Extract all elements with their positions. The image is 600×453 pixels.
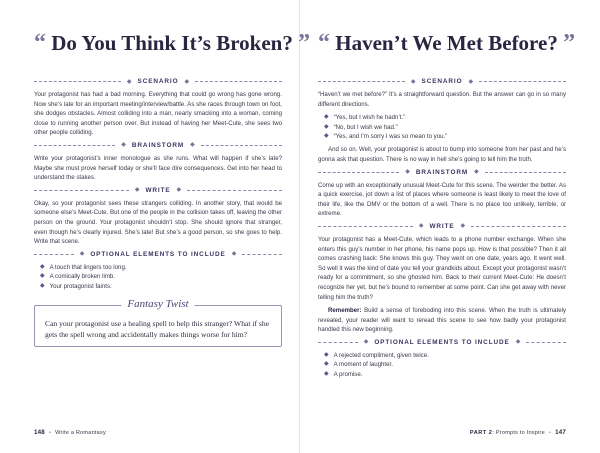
book-title: Write a Romantasy [55, 430, 106, 436]
bullet-diamond-icon: ◆ [40, 263, 45, 270]
list-item: ◆ A touch that lingers too long. [40, 263, 127, 271]
page-title [34, 30, 311, 56]
scenario-text: Your protagonist has had a bad morning. Everything that could go wrong has gone wrong. Now she’s late for an important meeting/interview/battle. As she races through town on foot, she dodges obstacles. Almost colliding into a man, nearly smacking into a woman, coming close to running another person over. But instead of having her Meet-Cute, she sees two other people colliding. [34, 91, 282, 137]
list-item: ◆ A moment of laughter. [324, 361, 393, 369]
diamond-icon: ◆ [184, 78, 190, 85]
scenario-heading: ◆ SCENARIO ◆ [318, 78, 566, 85]
fantasy-twist-text: Can your protagonist use a healing spell to help this stranger? What if she gets the spell wrong and accidentally makes things worse for him? [45, 318, 270, 339]
bullet-diamond-icon: ◆ [324, 370, 329, 377]
quote-list [318, 113, 566, 141]
bullet-diamond-icon: ◆ [40, 273, 45, 280]
list-item: ◆ “No, but I wish we had.” [324, 123, 398, 131]
bullet-diamond-icon: ◆ [324, 114, 329, 121]
optional-heading: ◆ OPTIONAL ELEMENTS TO INCLUDE ◆ [34, 251, 282, 258]
write-text: Okay, so your protagonist sees these strangers colliding. In another story, that would be someone else’s Meet-Cute. But one of the people in the collision takes off, leaving the other person on the ground. Your protagonist shouldn’t stop. She should ignore that stranger, even though he’s clearly injured. She’s late! But she’s a good person, so she goes to help. Write that scene. [34, 199, 282, 246]
diamond-icon: ◆ [176, 187, 182, 194]
diamond-icon: ◆ [418, 223, 424, 230]
diamond-icon: ◆ [134, 187, 140, 194]
fantasy-twist-title: Fantasy Twist [121, 298, 194, 310]
diamond-icon: ◆ [190, 142, 195, 149]
diamond-icon: ◆ [460, 223, 466, 230]
scenario-text-continued: And so on. Well, your protagonist is about to bump into someone from her past and he’s gonna ask that question. There is no way in hell she’s going to tell him the truth. [318, 146, 566, 163]
list-item: ◆ “Yes, but I wish he hadn’t.” [324, 114, 406, 122]
open-quote-icon: “ [318, 30, 330, 56]
part-label: PART 2 [469, 430, 493, 436]
list-item: ◆ “Yes, and I’m sorry I was so mean to you.” [324, 133, 448, 140]
bullet-diamond-icon: ◆ [324, 133, 329, 139]
optional-heading: ◆ OPTIONAL ELEMENTS TO INCLUDE ◆ [318, 339, 566, 346]
remember-label: Remember: [328, 307, 362, 315]
list-item: ◆ A rejected compliment, given twice. [324, 351, 429, 359]
list-item: ◆ A comically broken limb. [40, 273, 115, 281]
diamond-icon: ◆ [121, 142, 126, 149]
bullet-diamond-icon: ◆ [324, 123, 329, 130]
bullet-diamond-icon: ◆ [324, 351, 329, 358]
diamond-icon: ◆ [468, 78, 474, 85]
diamond-icon: ◆ [515, 339, 521, 346]
bullet-diamond-icon: ◆ [40, 282, 45, 289]
page-number: 148 [34, 429, 45, 436]
bullet-diamond-icon: ◆ [324, 361, 329, 368]
optional-list [34, 263, 282, 291]
diamond-icon: ◆ [405, 169, 410, 176]
diamond-icon: ◆ [410, 78, 416, 85]
title-text: Haven’t We Met Before? [335, 31, 558, 55]
scenario-text: “Haven’t we met before?” It’s a straightforward question. But the answer can go in so many different directions. [318, 91, 566, 108]
scenario-heading: ◆ SCENARIO ◆ [34, 78, 282, 85]
close-quote-icon: ” [563, 30, 576, 56]
page-title [318, 30, 576, 56]
optional-list [318, 351, 566, 379]
list-item: ◆ Your protagonist faints. [40, 282, 112, 290]
title-text: Do You Think It’s Broken? [51, 31, 293, 55]
write-heading: ◆ WRITE ◆ [318, 223, 566, 230]
open-quote-icon: “ [34, 30, 46, 56]
brainstorm-text: Write your protagonist’s inner monologue as she runs. What will happen if she’s late? Maybe she must prove herself today or she’ll face dire consequences. Get into her head to understand the stakes. [34, 154, 282, 182]
right-page [300, 0, 600, 453]
diamond-icon: ◆ [231, 251, 237, 258]
fantasy-twist-box [34, 297, 282, 347]
write-heading: ◆ WRITE ◆ [34, 187, 282, 194]
brainstorm-text: Come up with an exceptionally unusual Meet-Cute for this scene. The weirder the better. As a quick exercise, jot down a list of places where someone is least likely to meet the love of their life, like the DMV or the bottom of a well. There is no place too unlikely, terrible, or extreme. [318, 181, 566, 218]
diamond-icon: ◆ [79, 251, 85, 258]
list-item: ◆ A promise. [324, 370, 363, 378]
close-quote-icon: ” [298, 30, 311, 56]
page-number: 147 [555, 429, 566, 436]
section-title: Prompts to Inspire [495, 430, 545, 436]
write-text: Your protagonist has a Meet-Cute, which leads to a phone number exchange. When she enters this guy’s number in her phone, his name pops up. How is that possible? Then it all comes crashing back: She knows this guy. They went on one date, years ago. It went well. So well it was the kind of date you tell your grandkids about. Except your protagonist wasn’t ready for a commitment, so she ghosted him. Back to their current Meet-Cute: He doesn’t recognize her yet, but he’s bound to remember at some point. Can she get away with never telling him the truth? [318, 235, 566, 301]
right-footer: PART 2: Prompts to Inspire • 147 [469, 429, 566, 436]
brainstorm-heading: ◆ BRAINSTORM ◆ [318, 169, 566, 176]
remember-text: Remember: Build a sense of foreboding into this scene. When the truth is ultimately revealed, your reader will want to reread this scene to see how badly your protagonist handled this new beginning. [318, 307, 566, 334]
diamond-icon: ◆ [363, 339, 369, 346]
diamond-icon: ◆ [474, 169, 479, 176]
left-footer: 148 • Write a Romantasy [34, 429, 106, 436]
brainstorm-heading: ◆ BRAINSTORM ◆ [34, 142, 282, 149]
diamond-icon: ◆ [126, 78, 132, 85]
